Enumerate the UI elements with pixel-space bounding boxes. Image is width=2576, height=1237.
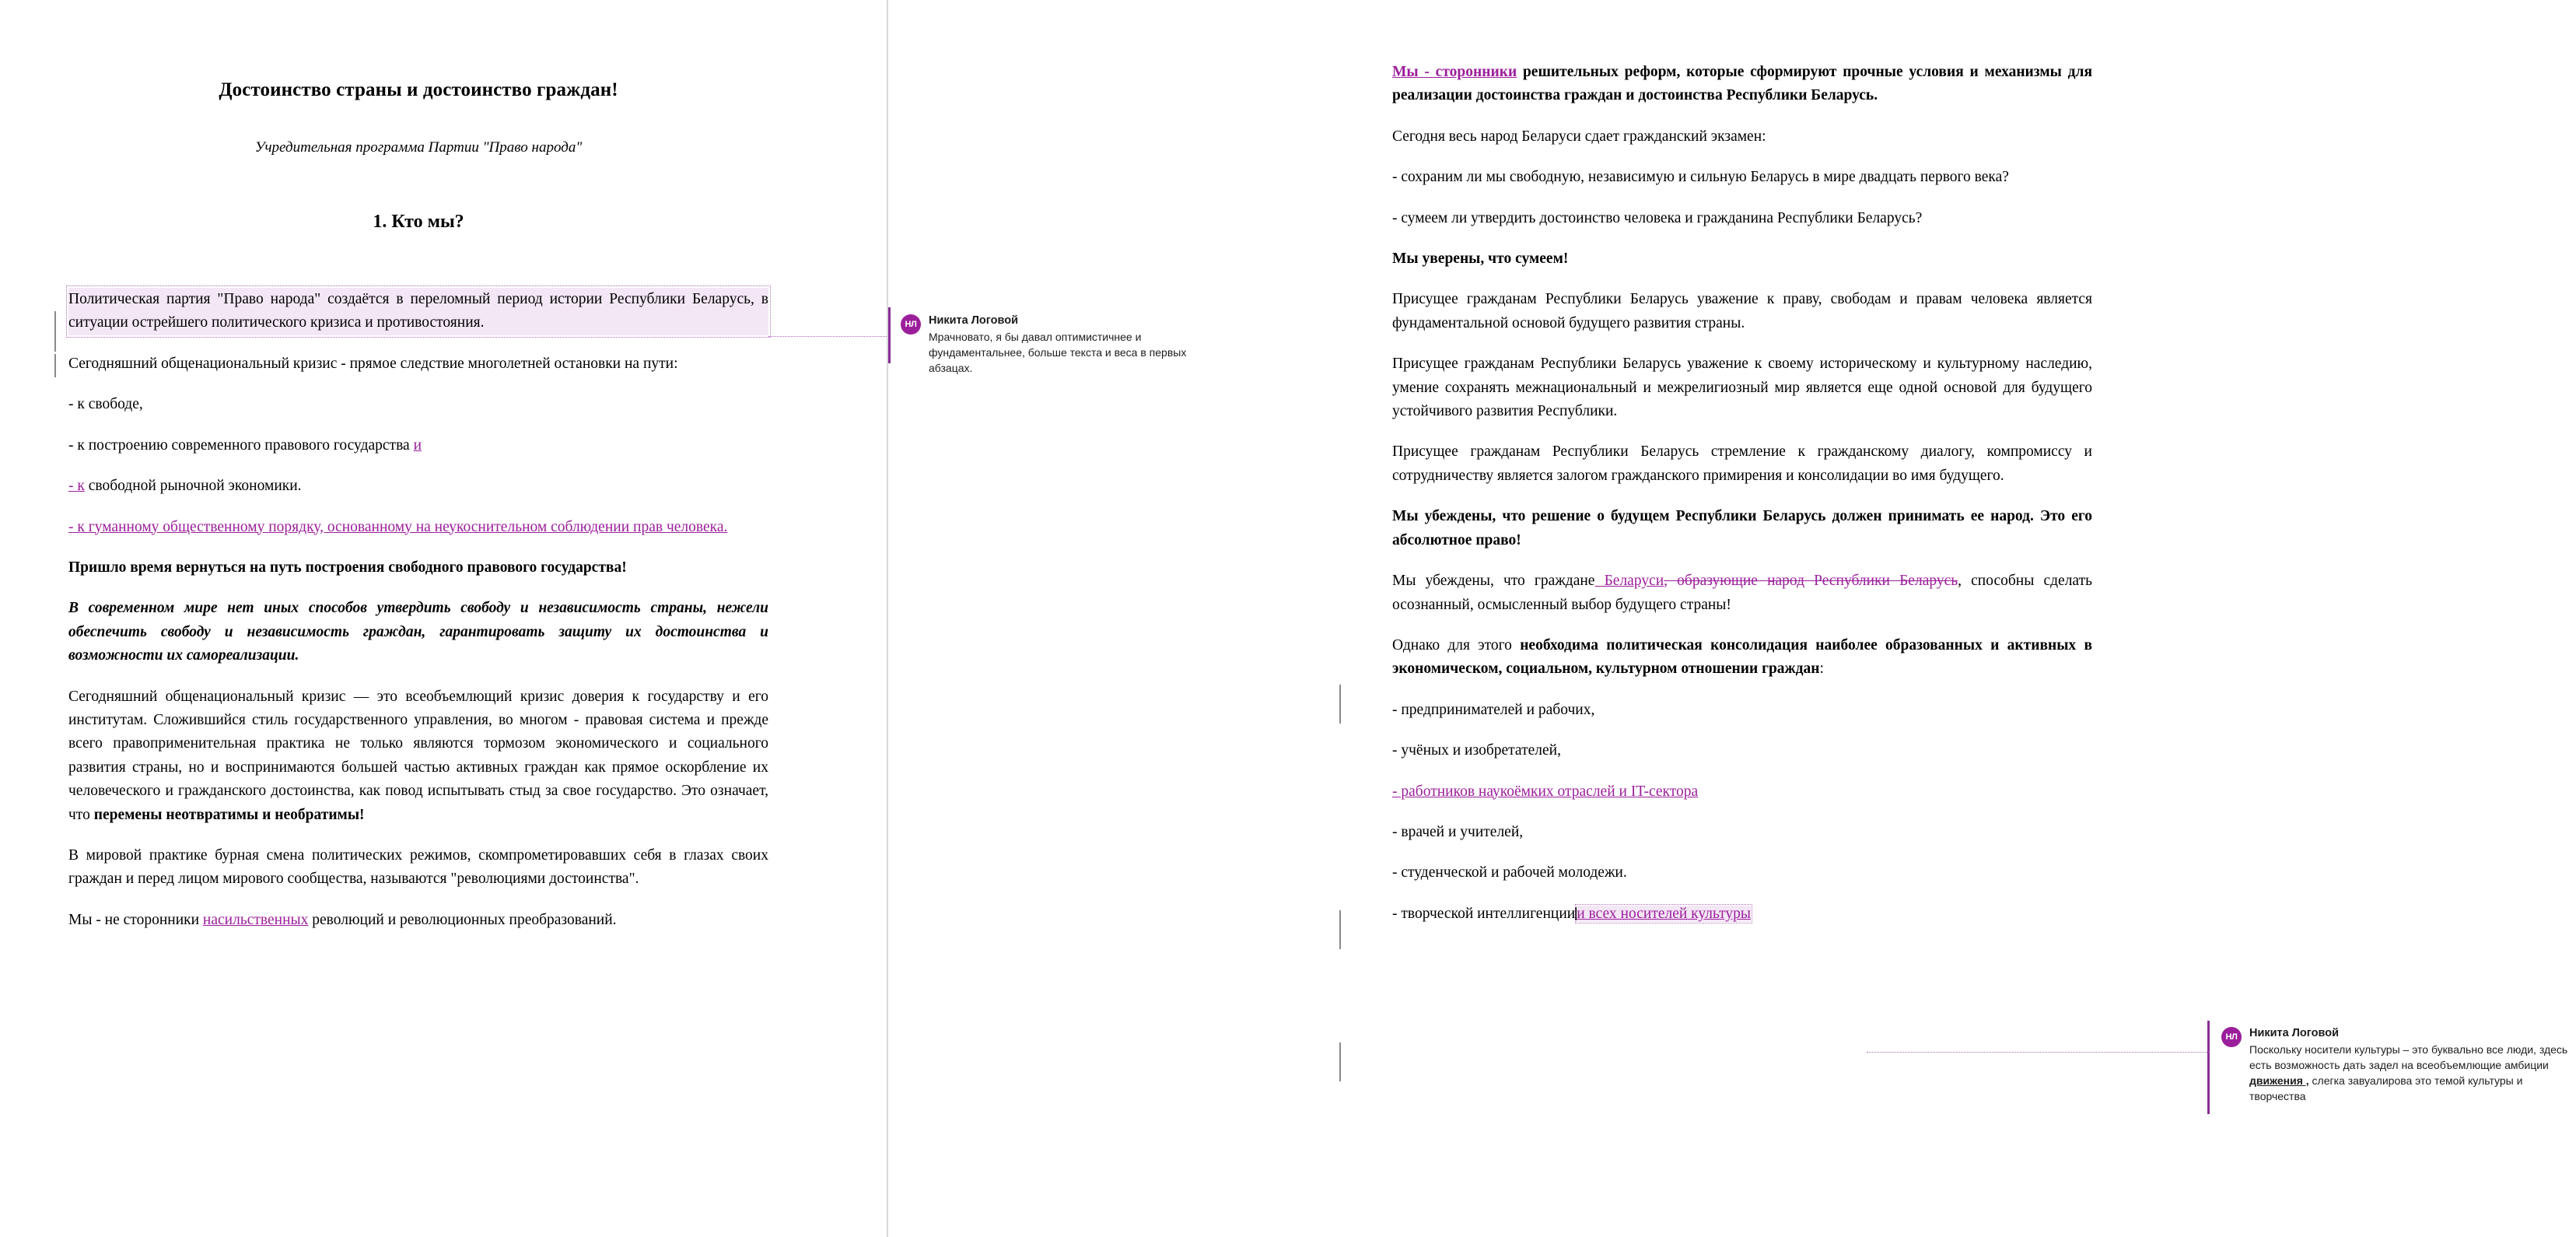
comment-rail-left — [888, 0, 1285, 1237]
paragraph-text: : — [1819, 661, 1824, 678]
comment-text: Мрачновато, я бы давал оптимистичнее и фундаментальнее, больше текста и веса в первых абзацах. — [929, 331, 1187, 374]
comment-author: Никита Логовой — [2249, 1027, 2339, 1039]
change-bar — [54, 311, 56, 352]
avatar: НЛ — [2221, 1027, 2242, 1047]
paragraph-commented[interactable]: Политическая партия "Право народа" создаётся в переломный период истории Республики Беларусь, в ситуации острейшего политического кризиса и противостояния. — [68, 288, 768, 335]
list-item-text: - творческой интеллигенции — [1392, 905, 1576, 922]
comment-text — [2249, 1043, 2570, 1105]
comment-anchor-bar — [2207, 1021, 2210, 1114]
list-item: - студенческой и рабочей молодежи. — [1392, 864, 1627, 881]
comment-card[interactable] — [2221, 1027, 2570, 1105]
list-item-text: свободной рыночной экономики. — [84, 478, 302, 495]
inserted-text: насильственных — [202, 911, 309, 928]
paragraph — [68, 685, 768, 827]
list-item: - учёных и изобретателей, — [1392, 742, 1561, 759]
comment-leader-line — [1867, 1052, 2209, 1053]
change-bar — [1339, 910, 1341, 949]
list-item: - предпринимателей и рабочих, — [1392, 701, 1595, 718]
list-item — [68, 475, 768, 498]
list-item: - врачей и учителей, — [1392, 823, 1524, 840]
inserted-text: Мы - сторонники — [1392, 64, 1517, 80]
page-title: Достоинство страны и достоинство граждан! — [219, 79, 618, 100]
paragraph — [68, 909, 768, 932]
paragraph-text: Мы - не сторонники — [68, 911, 203, 928]
paragraph: В мировой практике бурная смена политических режимов, скомпрометировавших себя в глазах своих граждан и перед лицом мирового сообщества, называются "революциями достоинства". — [68, 846, 768, 888]
paragraph-text: Сегодняшний общенациональный кризис — это всеобъемлющий кризис доверия к государству и его институтам. Сложившийся стиль государственного управления, во многом - правовая система и прежде всего правоприменительная практика не только являются тормозом экономического и социального развития страны, но и воспринимаются большей частью активных граждан как прямое оскорбление их человеческого и гражданского достоинства, как повод испытывать стыд за свое государство. Это означает, что — [68, 688, 768, 823]
paragraph-tracked — [1392, 569, 2092, 617]
list-item: - сумеем ли утвердить достоинство человека и гражданина Республики Беларусь? — [1392, 209, 1923, 226]
list-item-inserted — [1392, 780, 2092, 804]
comment-text-part: Поскольку носители культуры – это буквально все люди, здесь есть возможность дать задел на всеобъемлющие амбиции — [2249, 1043, 2568, 1071]
comment-leader-line — [768, 336, 887, 337]
list-item-text: - к построению современного правового государства — [68, 436, 414, 454]
paragraph-bold: Мы убеждены, что решение о будущем Республики Беларусь должен принимать ее народ. Это его абсолютное право! — [1392, 508, 2092, 548]
inserted-text: и — [413, 436, 422, 454]
inserted-text: - к гуманному общественному порядку, основанному на неукоснительном соблюдении прав человека. — [68, 518, 728, 535]
page-body-right — [1392, 61, 2092, 926]
inserted-text: - работников наукоёмких отраслей и IT-сектора — [1392, 783, 1699, 800]
comment-card[interactable] — [901, 314, 1227, 377]
paragraph-bold-italic: В современном мире нет иных способов утвердить свободу и независимость страны, нежели обеспечить свободу и независимость граждан, гарантировать защиту их достоинства и возможности их самореализации. — [68, 600, 768, 664]
paragraph-bold: Пришло время вернуться на путь построения свободного правового государства! — [68, 559, 627, 576]
document-subtitle: Учредительная программа Партии "Право народа" — [254, 139, 583, 156]
paragraph — [1392, 634, 2092, 682]
list-item-commented — [1392, 902, 2092, 926]
comment-text-part: слегка завуалирова это темой культуры и творчества — [2249, 1074, 2523, 1102]
paragraph: Присущее гражданам Республики Беларусь уважение к праву, свободам и правам человека является фундаментальной основой будущего развития страны. — [1392, 291, 2092, 331]
inserted-text: Беларуси — [1594, 573, 1664, 590]
deleted-text: , образующие народ Республики Беларусь — [1664, 573, 1958, 590]
avatar: НЛ — [901, 314, 921, 335]
comment-author: Никита Логовой — [929, 314, 1018, 327]
paragraph: Сегодняшний общенациональный кризис - прямое следствие многолетней остановки на пути: — [68, 355, 678, 372]
paragraph-text: решительных реформ, которые сформируют прочные условия и механизмы для реализации достоинства граждан и достоинства Республики Беларусь. — [1392, 64, 2092, 104]
paragraph-bold: Мы уверены, что сумеем! — [1392, 251, 1569, 268]
page-body-left — [68, 75, 768, 932]
paragraph: Присущее гражданам Республики Беларусь уважение к своему историческому и культурному наследию, умение сохранять межнациональный и межрелигиозный мир является еще одной основой для будущего устойчивого развития Республики. — [1392, 356, 2092, 420]
paragraph-text: Мы убеждены, что граждане — [1392, 573, 1595, 590]
list-item — [68, 434, 768, 457]
paragraph: Присущее гражданам Республики Беларусь стремление к гражданскому диалогу, компромиссу и сотрудничеству является залогом гражданского примирения и консолидации во имя будущего. — [1392, 443, 2092, 484]
list-item-inserted — [68, 516, 768, 539]
paragraph-text: революций и революционных преобразований. — [308, 911, 617, 928]
inserted-text-highlighted[interactable]: и всех носителей культуры — [1577, 905, 1752, 922]
change-bar — [1339, 685, 1341, 724]
comment-anchor-bar — [888, 307, 891, 363]
change-bar — [54, 354, 56, 377]
paragraph: Сегодня весь народ Беларуси сдает гражданский экзамен: — [1392, 128, 1766, 145]
paragraph-emphasis: перемены неотвратимы и необратимы! — [93, 806, 365, 823]
paragraph-emphasis: необходима политическая консолидация наиболее образованных и активных в экономическом, социальном, культурном отношении граждан — [1392, 636, 2092, 678]
change-bar — [1339, 1043, 1341, 1081]
list-item: - сохраним ли мы свободную, независимую и сильную Беларусь в мире двадцать первого века? — [1392, 169, 2009, 186]
section-heading: 1. Кто мы? — [373, 211, 464, 232]
comment-inserted-text: движения , — [2249, 1074, 2309, 1087]
inserted-text: - к — [68, 478, 85, 495]
list-item: - к свободе, — [68, 396, 143, 413]
paragraph-text: Однако для этого — [1392, 636, 1521, 654]
paragraph-text: , способны сделать осознанный, осмысленный выбор будущего страны! — [1392, 573, 2092, 613]
paragraph-bold — [1392, 61, 2092, 108]
